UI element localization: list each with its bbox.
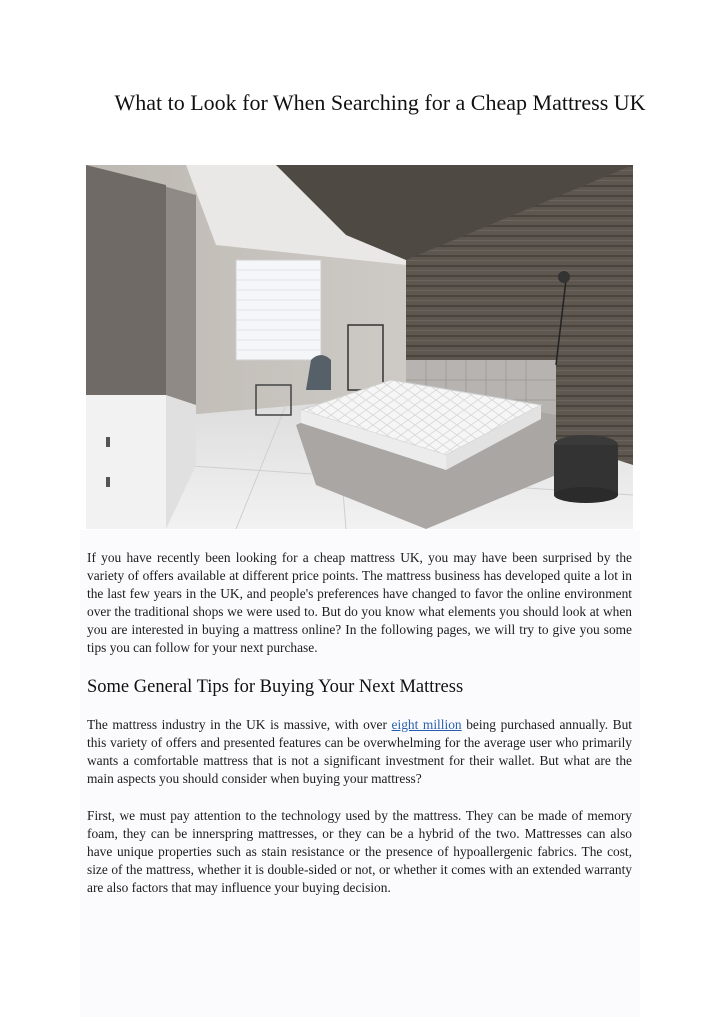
eight-million-link[interactable]: eight million [391, 717, 462, 732]
section-heading: Some General Tips for Buying Your Next Mattress [87, 677, 464, 697]
intro-paragraph: If you have recently been looking for a cheap mattress UK, you may have been surprised by the variety of offers available at different price points. The mattress business has developed quite a lot in the last few years in the UK, and people's preferences have changed to favor the online environment over the traditional shops we were used to. But do you know what elements you should look at when you are interested in buying a mattress online? In the following pages, we will try to give you some tips you can follow for your next purchase. [87, 550, 632, 655]
paragraph-text-after-link: being purchased annually. But this variety of offers and presented features can be overwhelming for the average user who primarily wants a comfortable mattress that is not a significant investment for their wallet. But what are the main aspects you should consider when buying your mattress? [87, 717, 632, 786]
paragraph-market-size [87, 716, 632, 788]
paragraph-technology: First, we must pay attention to the technology used by the mattress. They can be made of memory foam, they can be innerspring mattresses, or they can be a hybrid of the two. Mattresses can also have unique properties such as stain resistance or the presence of hypoallergenic fabrics. The cost, size of the mattress, whether it is double-sided or not, or whether it comes with an extended warranty are also factors that may influence your buying decision. [87, 808, 632, 895]
paragraph-text-before-link: The mattress industry in the UK is massive, with over [87, 717, 392, 732]
document-title: What to Look for When Searching for a Cheap Mattress UK [114, 90, 646, 115]
bedroom-photo [86, 165, 633, 529]
